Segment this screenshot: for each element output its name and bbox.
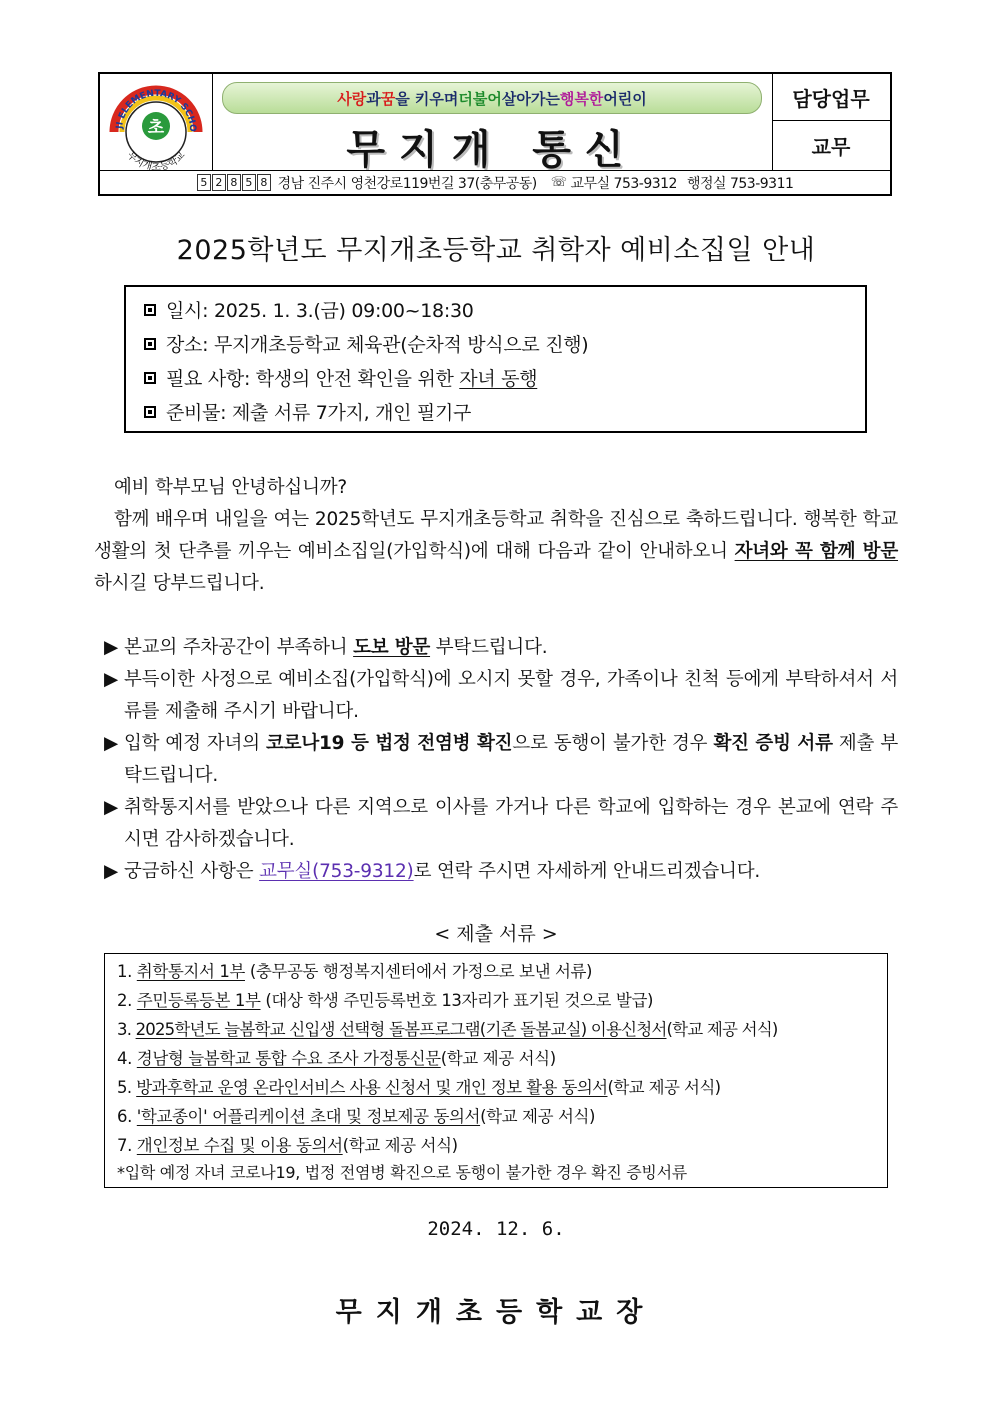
document-item — [117, 1102, 887, 1131]
phone-icon: ☏ — [550, 175, 567, 190]
document-item — [117, 1044, 887, 1073]
notice-text: 제출 부탁드립니다. — [124, 733, 898, 786]
document-detail: (대상 학생 주민등록번호 13자리가 표기된 것으로 발급) — [260, 991, 654, 1010]
slogan-part: 을 키우며 — [395, 89, 459, 108]
arrow-bullet-icon: ▶ — [104, 669, 119, 690]
square-bullet-icon — [144, 406, 156, 418]
document-item — [117, 1073, 887, 1102]
square-bullet-icon — [144, 372, 156, 384]
notice-text: 부탁드립니다. — [430, 637, 548, 658]
arrow-bullet-icon: ▶ — [104, 861, 119, 882]
document-item — [117, 986, 887, 1015]
document-name: 2025학년도 늘봄학교 신입생 선택형 돌봄프로그램(기존 돌봄교실) 이용신청서 — [135, 1020, 667, 1039]
document-title: 2025학년도 무지개초등학교 취학자 예비소집일 안내 — [176, 235, 816, 266]
phone-office: 교무실 753-9312 — [570, 175, 677, 192]
logo-mark-text: 초 — [147, 118, 165, 138]
document-detail: (학교 제공 서식) — [666, 1020, 778, 1039]
info-requirement-text: 필요 사항: 학생의 안전 확인을 위한 — [166, 368, 460, 390]
documents-note: *입학 예정 자녀 코로나19, 법정 전염병 확진으로 동행이 불가한 경우 확진 증빙서류 — [117, 1163, 687, 1182]
document-detail: (충무공동 행정복지센터에서 가정으로 보낸 서류) — [244, 962, 593, 981]
notice-emphasis: 코로나19 등 법정 전염병 확진 — [265, 733, 513, 754]
notice-covid — [104, 728, 898, 792]
document-detail: (학교 제공 서식) — [342, 1136, 458, 1155]
document-number: 4. — [117, 1049, 137, 1068]
office-contact-link[interactable]: 교무실(753-9312) — [259, 861, 414, 882]
arrow-bullet-icon: ▶ — [104, 797, 119, 818]
info-place — [144, 328, 865, 362]
notice-emphasis: 도보 방문 — [353, 637, 431, 658]
info-date — [144, 294, 865, 328]
notice-transfer — [104, 792, 898, 856]
duty-value: 교무 — [811, 135, 851, 159]
greeting-line: 예비 학부모님 안녕하십니까? — [114, 477, 348, 498]
logo-text-top: JI ELEMENTARY SCHO — [114, 88, 198, 133]
document-number: 5. — [117, 1078, 137, 1097]
greeting-emphasis: 자녀와 꼭 함께 방문 — [734, 541, 899, 562]
info-date-text: 일시: 2025. 1. 3.(금) 09:00~18:30 — [166, 300, 474, 322]
school-logo-cell — [100, 74, 213, 170]
issue-date: 2024. 12. 6. — [427, 1218, 565, 1240]
document-number: 2. — [117, 991, 137, 1010]
document-number: 7. — [117, 1136, 137, 1155]
logo-text-bottom: 무지개초등학교 — [124, 149, 188, 170]
document-number: 3. — [117, 1020, 136, 1039]
arrow-bullet-icon: ▶ — [104, 637, 119, 658]
notice-parking — [104, 632, 898, 664]
document-name: 방과후학교 운영 온라인서비스 사용 신청서 및 개인 정보 활용 동의서 — [136, 1078, 608, 1097]
document-detail: (학교 제공 서식) — [440, 1049, 556, 1068]
banner-cell — [212, 74, 773, 173]
square-bullet-icon — [144, 338, 156, 350]
document-item — [117, 1015, 887, 1044]
documents-heading: < 제출 서류 > — [434, 923, 558, 945]
greeting-paragraph — [94, 504, 898, 600]
slogan-banner — [222, 82, 762, 114]
slogan-part: 꿈 — [380, 89, 396, 108]
document-item — [117, 1131, 887, 1160]
notice-list — [104, 632, 898, 888]
document-name: '학교종이' 어플리케이션 초대 및 정보제공 동의서 — [136, 1107, 481, 1126]
info-requirement — [144, 362, 865, 396]
square-bullet-icon — [144, 304, 156, 316]
document-name: 개인정보 수집 및 이용 동의서 — [136, 1136, 343, 1155]
notice-absence — [104, 664, 898, 728]
slogan-part: 행복한 — [559, 89, 604, 108]
slogan-part: 과 — [366, 89, 381, 108]
greeting-text-end: 하시길 당부드립니다. — [94, 573, 265, 594]
greeting-text: 함께 배우며 내일을 여는 2025학년도 무지개초등학교 취학을 진심으로 축하드립니다. 행복한 학교 생활의 첫 단추를 끼우는 예비소집일(가입학식)에 대해 다음과 같이 안내하오니 — [94, 509, 898, 562]
info-place-text: 장소: 무지개초등학교 체육관(순차적 방식으로 진행) — [166, 334, 589, 356]
notice-text: 본교의 주차공간이 부족하니 — [124, 637, 354, 658]
document-number: 1. — [117, 962, 137, 981]
slogan-part: 살아가는 — [501, 89, 560, 108]
info-requirement-emphasis: 자녀 동행 — [459, 368, 538, 390]
documents-box — [104, 953, 888, 1188]
notice-contact — [104, 856, 898, 888]
document-detail: (학교 제공 서식) — [607, 1078, 721, 1097]
notice-text: 로 연락 주시면 자세하게 안내드리겠습니다. — [413, 861, 761, 882]
notice-emphasis: 확진 증빙 서류 — [713, 733, 833, 754]
postal-digit: 8 — [227, 174, 241, 191]
document-name: 경남형 늘봄학교 통합 수요 조사 가정통신문 — [136, 1049, 441, 1068]
principal-signature: 무지개초등학교장 — [335, 1297, 657, 1328]
notice-text: 취학통지서를 받았으나 다른 지역으로 이사를 가거나 다른 학교에 입학하는 경우 본교에 연락 주시면 감사하겠습니다. — [124, 797, 898, 850]
slogan-part: 더불어 — [458, 89, 502, 108]
document-item — [117, 957, 887, 986]
event-info-box — [124, 285, 867, 433]
notice-text: 부득이한 사정으로 예비소집(가입학식)에 오시지 못할 경우, 가족이나 친척 등에게 부탁하셔서 서류를 제출해 주시기 바랍니다. — [124, 669, 898, 722]
postal-digit: 8 — [257, 174, 271, 191]
notice-text: 궁금하신 사항은 — [124, 861, 260, 882]
notice-text: 으로 동행이 불가한 경우 — [512, 733, 714, 754]
newsletter-title: 무지개 통신 — [346, 126, 638, 173]
document-detail: (학교 제공 서식) — [480, 1107, 596, 1126]
phone-admin: 행정실 753-9311 — [686, 175, 794, 192]
postal-code — [197, 174, 272, 191]
arrow-bullet-icon: ▶ — [104, 733, 119, 754]
school-address: 경남 진주시 영천강로119번길 37(충무공동) — [277, 175, 537, 192]
document-name: 취학통지서 1부 — [136, 962, 245, 981]
masthead — [98, 72, 892, 196]
notice-text: 입학 예정 자녀의 — [124, 733, 266, 754]
postal-digit: 5 — [197, 174, 211, 191]
postal-digit: 5 — [242, 174, 256, 191]
info-supplies — [144, 396, 865, 430]
postal-digit: 2 — [212, 174, 226, 191]
address-row — [100, 170, 890, 194]
duty-label: 담당업무 — [772, 74, 890, 121]
slogan-part: 사랑 — [337, 89, 367, 108]
duty-cell — [772, 74, 890, 170]
document-number: 6. — [117, 1107, 137, 1126]
document-name: 주민등록등본 1부 — [136, 991, 261, 1010]
slogan-part: 어린이 — [603, 89, 647, 108]
school-logo — [100, 74, 212, 170]
info-supplies-text: 준비물: 제출 서류 7가지, 개인 필기구 — [166, 402, 472, 424]
